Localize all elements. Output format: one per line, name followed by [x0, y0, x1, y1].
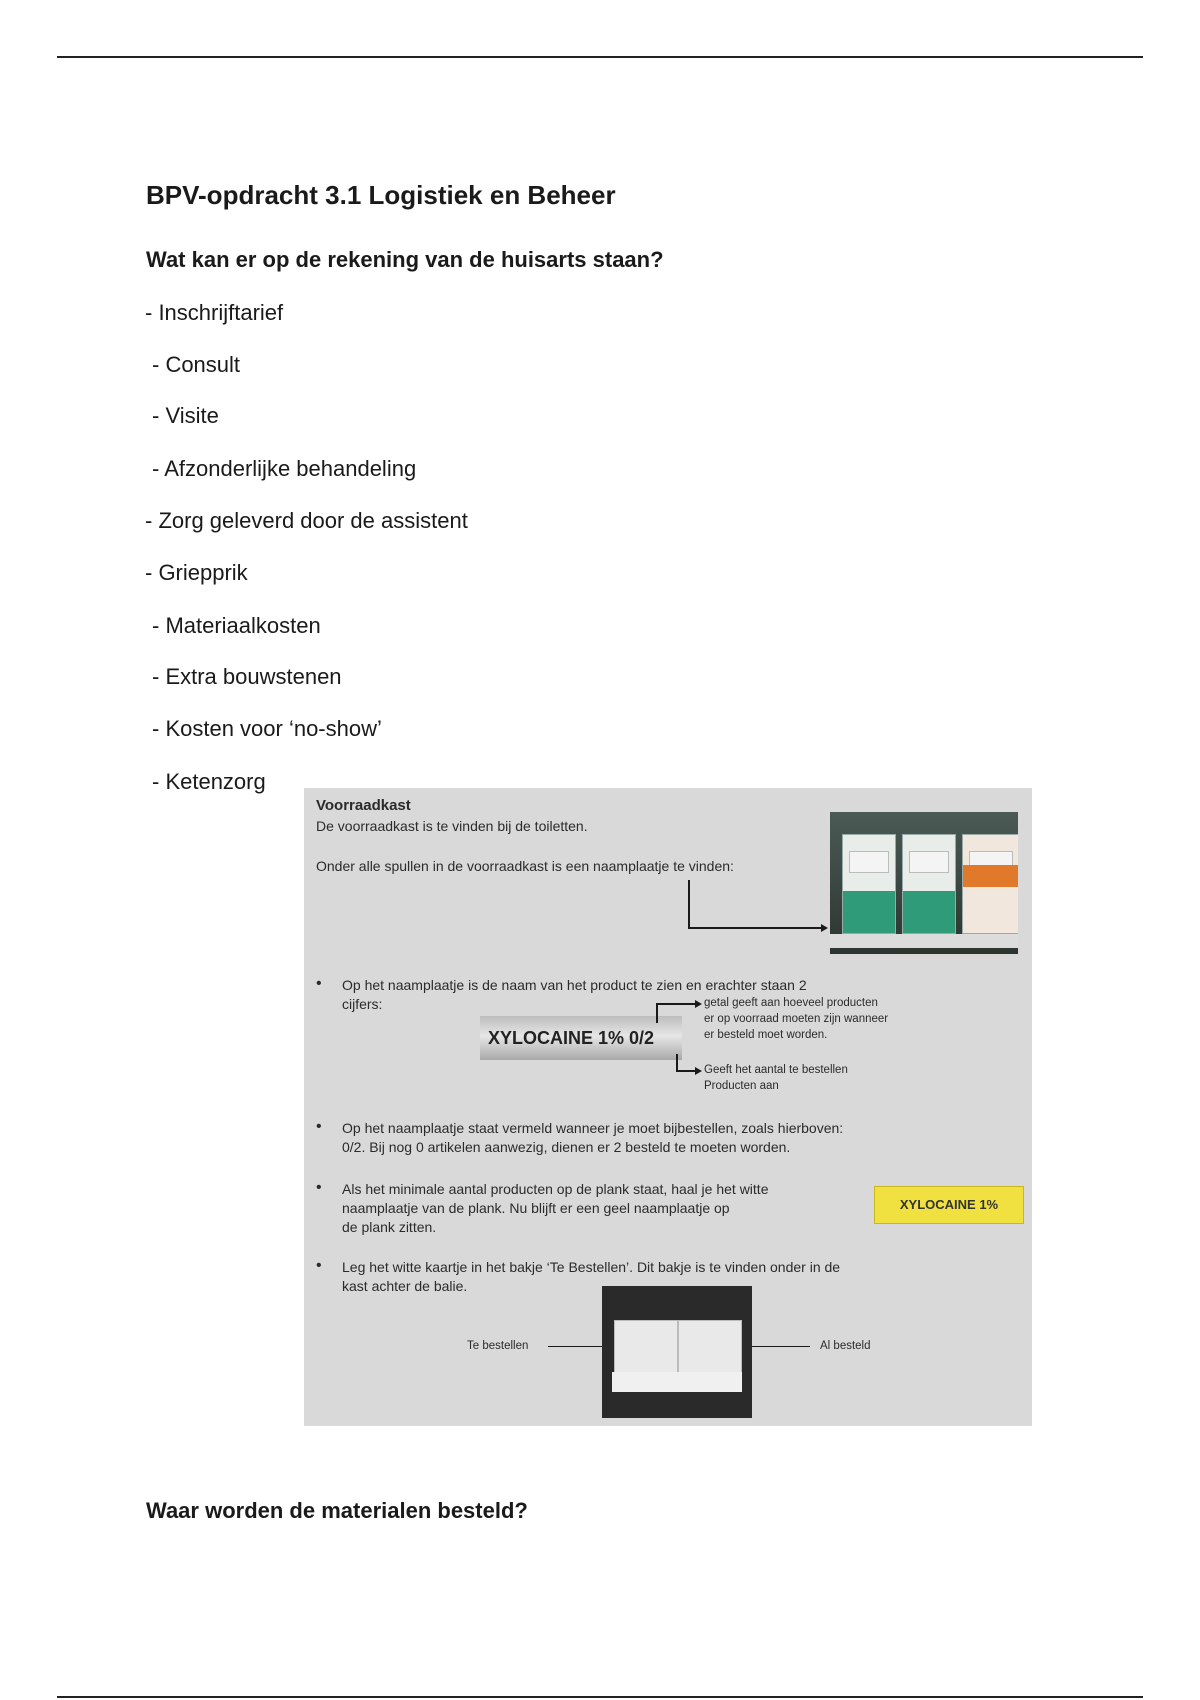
note-text: er op voorraad moeten zijn wanneer — [704, 1013, 889, 1025]
slide-text: cijfers: — [342, 996, 383, 1012]
yellow-name-label: XYLOCAINE 1% — [874, 1186, 1024, 1224]
list-item: - Visite — [152, 403, 219, 428]
bullet-icon: • — [316, 1257, 322, 1274]
bin-label-ordered: Al besteld — [820, 1340, 871, 1352]
arrow-icon — [695, 1067, 702, 1075]
pointer-line — [676, 1054, 678, 1071]
slide-text: Op het naamplaatje is de naam van het product te zien en erachter staan 2 — [342, 977, 807, 993]
stock-cabinet-slide — [304, 788, 1032, 1426]
slide-text: naamplaatje van de plank. Nu blijft er een geel naamplaatje op — [342, 1200, 730, 1216]
order-bins-photo — [602, 1286, 752, 1418]
bin-label-to-order: Te bestellen — [467, 1340, 529, 1352]
slide-text: De voorraadkast is te vinden bij de toiletten. — [316, 818, 588, 834]
note-text: getal geeft aan hoeveel producten — [704, 997, 878, 1009]
arrow-icon — [821, 924, 828, 932]
slide-text: Onder alle spullen in de voorraadkast is een naamplaatje te vinden: — [316, 858, 734, 874]
question-ordering: Waar worden de materialen besteld? — [146, 1498, 528, 1523]
slide-text: 0/2. Bij nog 0 artikelen aanwezig, dienen er 2 besteld te moeten worden. — [342, 1139, 791, 1155]
pointer-line — [676, 1070, 696, 1072]
pointer-line — [656, 1003, 658, 1023]
header-rule — [57, 56, 1143, 58]
slide-heading: Voorraadkast — [316, 797, 411, 814]
slide-text: kast achter de balie. — [342, 1278, 468, 1294]
list-item: - Materiaalkosten — [152, 613, 321, 638]
shelf-photo — [830, 812, 1018, 954]
slide-text: Leg het witte kaartje in het bakje ‘Te Bestellen’. Dit bakje is te vinden onder in de — [342, 1259, 841, 1275]
list-item: - Inschrijftarief — [145, 300, 284, 325]
question-invoice: Wat kan er op de rekening van de huisarts staan? — [146, 247, 664, 272]
pointer-line — [752, 1346, 810, 1347]
list-item: - Extra bouwstenen — [152, 664, 342, 689]
slide-text: Op het naamplaatje staat vermeld wanneer je moet bijbestellen, zoals hierboven: — [342, 1120, 844, 1136]
list-item: - Griepprik — [145, 560, 248, 585]
list-item: - Afzonderlijke behandeling — [152, 456, 417, 481]
list-item: - Consult — [152, 352, 241, 377]
note-text: Geeft het aantal te bestellen — [704, 1064, 848, 1076]
arrow-icon — [695, 1000, 702, 1008]
list-item: - Ketenzorg — [152, 769, 266, 794]
bullet-icon: • — [316, 1179, 322, 1196]
bullet-icon: • — [316, 975, 322, 992]
pointer-line — [548, 1346, 602, 1347]
note-text: er besteld moet worden. — [704, 1029, 828, 1041]
note-text: Producten aan — [704, 1080, 779, 1092]
pointer-line — [688, 880, 690, 928]
slide-text: Als het minimale aantal producten op de plank staat, haal je het witte — [342, 1181, 769, 1197]
page-title: BPV-opdracht 3.1 Logistiek en Beheer — [146, 180, 616, 210]
slide-text: de plank zitten. — [342, 1219, 437, 1235]
list-item: - Kosten voor ‘no-show’ — [152, 716, 382, 741]
pointer-line — [656, 1003, 696, 1005]
list-item: - Zorg geleverd door de assistent — [145, 508, 468, 533]
white-name-label: XYLOCAINE 1% 0/2 — [480, 1016, 682, 1060]
bullet-icon: • — [316, 1118, 322, 1135]
footer-rule — [57, 1696, 1143, 1698]
pointer-line — [688, 927, 822, 929]
